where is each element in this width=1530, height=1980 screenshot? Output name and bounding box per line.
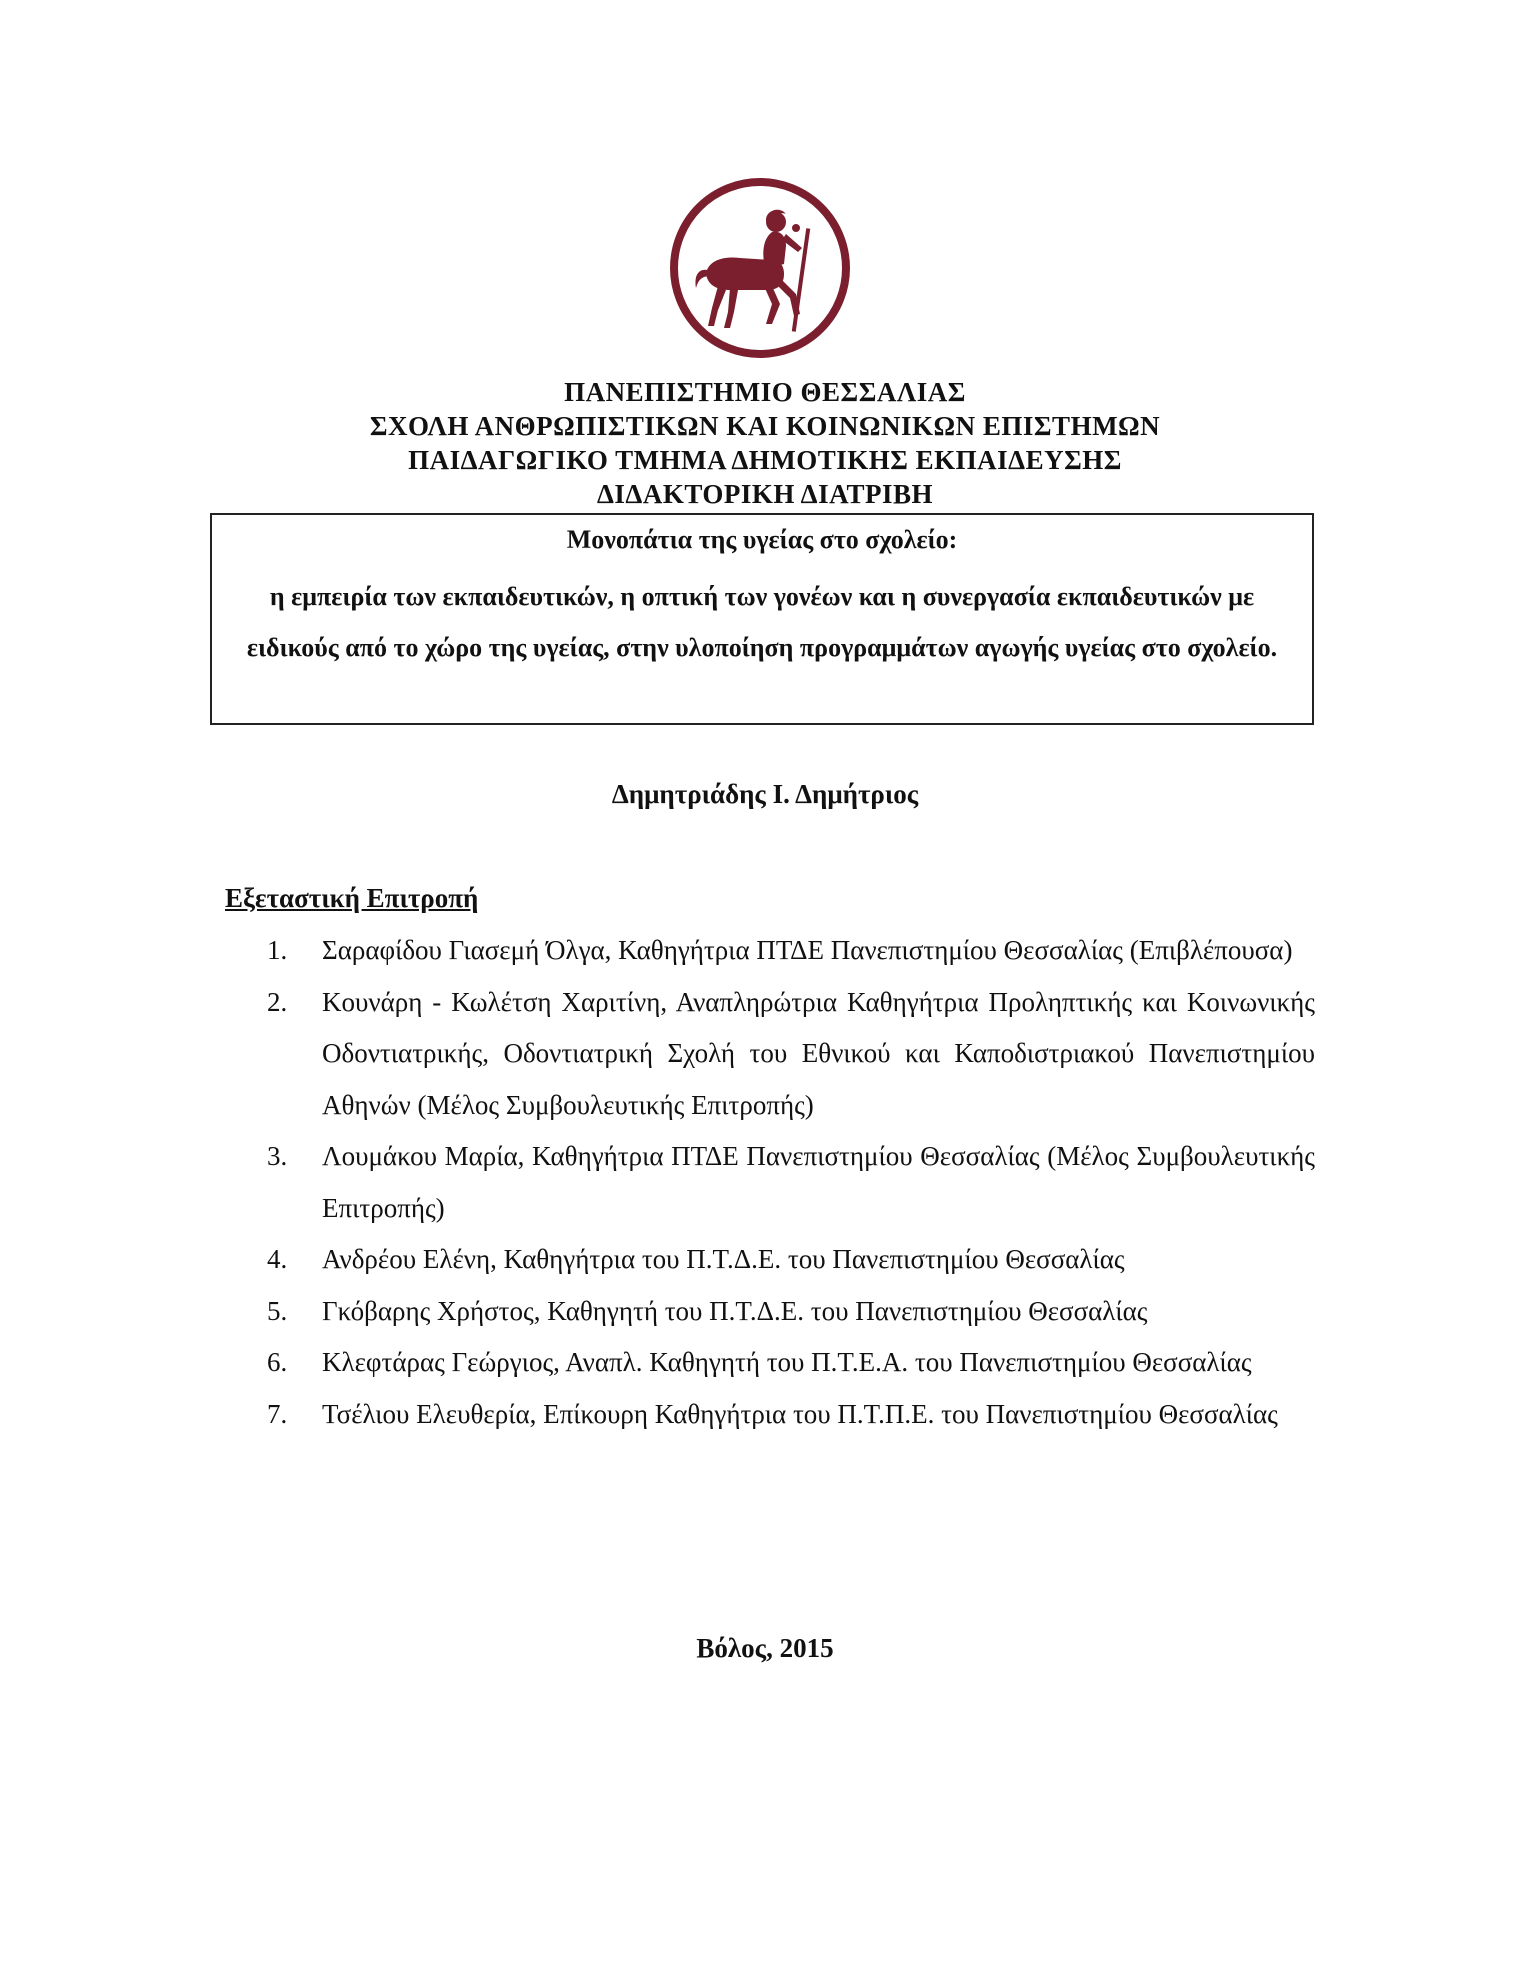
thesis-title-box: [210, 513, 1314, 725]
member-text: Σαραφίδου Γιασεμή Όλγα, Καθηγήτρια ΠΤΔΕ Πανεπιστημίου Θεσσαλίας (Επιβλέπουσα): [322, 935, 1293, 965]
thesis-title-main: Μονοπάτια της υγείας στο σχολείο:: [566, 525, 958, 554]
thesis-title-subtitle: η εμπειρία των εκπαιδευτικών, η οπτική των γονέων και η συνεργασία εκπαιδευτικών με ειδικούς από το χώρο της υγείας, στην υλοποίηση προγραμμάτων αγωγής υγείας στο σχολείο.: [246, 582, 1278, 662]
university-name: ΠΑΝΕΠΙΣΤΗΜΙΟ ΘΕΣΣΑΛΙΑΣ: [564, 377, 966, 407]
member-number: 2.: [267, 986, 288, 1017]
member-number: 5.: [267, 1295, 288, 1326]
member-number: 4.: [267, 1244, 288, 1274]
member-text: Γκόβαρης Χρήστος, Καθηγητή του Π.Τ.Δ.Ε. του Πανεπιστημίου Θεσσαλίας: [322, 1295, 1148, 1326]
member-text: Ανδρέου Ελένη, Καθηγήτρια του Π.Τ.Δ.Ε. του Πανεπιστημίου Θεσσαλίας: [322, 1244, 1125, 1274]
school-name: ΣΧΟΛΗ ΑΝΘΡΩΠΙΣΤΙΚΩΝ ΚΑΙ ΚΟΙΝΩΝΙΚΩΝ ΕΠΙΣΤΗΜΩΝ: [369, 411, 1161, 441]
member-text: Τσέλιου Ελευθερία, Επίκουρη Καθηγήτρια του Π.Τ.Π.Ε. του Πανεπιστημίου Θεσσαλίας: [322, 1398, 1278, 1429]
institution-header: [0, 375, 1530, 511]
committee-member: [225, 1131, 1315, 1234]
committee-member: [225, 925, 1315, 977]
member-number: 6.: [267, 1347, 288, 1377]
university-logo: [668, 176, 852, 360]
committee-heading: Εξεταστική Επιτροπή: [225, 883, 479, 913]
centaur-seal-icon: [668, 176, 852, 360]
committee-member: [225, 977, 1315, 1132]
place-and-year: Βόλος, 2015: [696, 1633, 834, 1663]
committee-member: [225, 1337, 1315, 1389]
department-name: ΠΑΙΔΑΓΩΓΙΚΟ ΤΜΗΜΑ ΔΗΜΟΤΙΚΗΣ ΕΚΠΑΙΔΕΥΣΗΣ: [408, 445, 1122, 475]
member-text: Κουνάρη - Κωλέτση Χαριτίνη, Αναπληρώτρια Καθηγήτρια Προληπτικής και Κοινωνικής Οδοντιατρικής, Οδοντιατρική Σχολή του Εθνικού και Καποδιστριακού Πανεπιστημίου Αθηνών (Μέλος Συμβουλευτικής Επιτροπής): [322, 986, 1315, 1120]
committee-member: [225, 1389, 1315, 1441]
committee-member: [225, 1234, 1315, 1286]
member-number: 7.: [267, 1398, 288, 1429]
document-type: ΔΙΔΑΚΤΟΡΙΚΗ ΔΙΑΤΡΙΒΗ: [597, 479, 933, 509]
member-text: Κλεφτάρας Γεώργιος, Αναπλ. Καθηγητή του Π.Τ.Ε.Α. του Πανεπιστημίου Θεσσαλίας: [322, 1347, 1252, 1377]
author-name: Δημητριάδης Ι. Δημήτριος: [611, 779, 919, 809]
member-text: Λουμάκου Μαρία, Καθηγήτρια ΠΤΔΕ Πανεπιστημίου Θεσσαλίας (Μέλος Συμβουλευτικής Επιτροπής): [322, 1141, 1315, 1223]
member-number: 3.: [267, 1141, 288, 1171]
member-number: 1.: [267, 935, 288, 965]
committee-member: [225, 1286, 1315, 1338]
committee-list: [225, 925, 1315, 1440]
